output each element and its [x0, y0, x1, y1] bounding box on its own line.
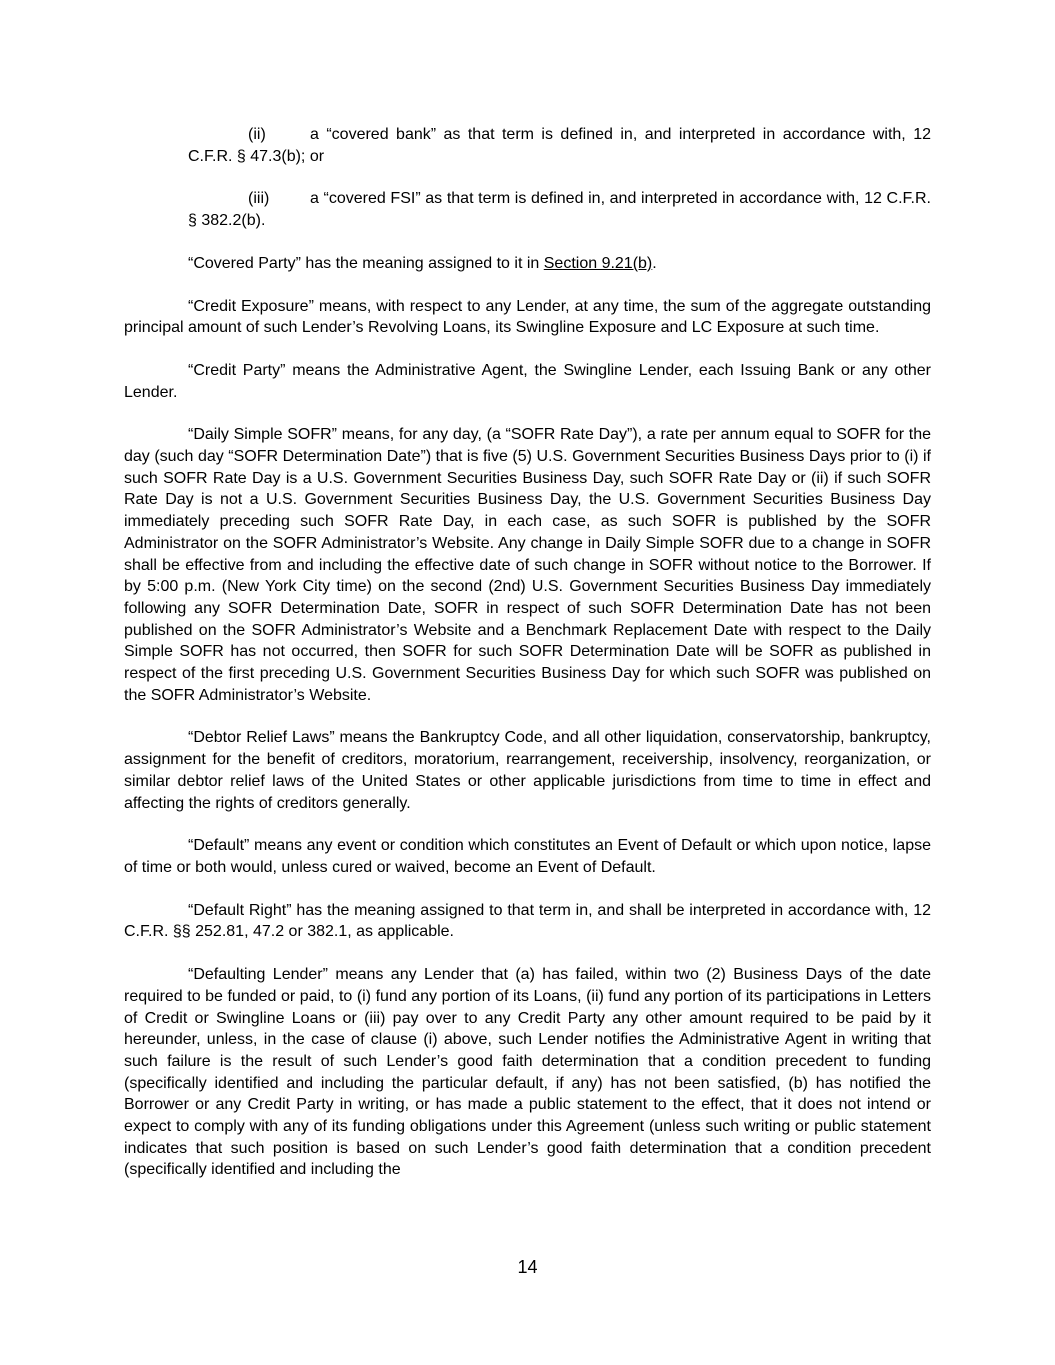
definition-credit-exposure: “Credit Exposure” means, with respect to any Lender, at any time, the sum of the aggregate outstanding principal amount of such Lender’s Revolving Loans, its Swingline Exposure and LC Exposure at such time.	[124, 297, 931, 337]
definition-defaulting-lender: “Defaulting Lender” means any Lender that (a) has failed, within two (2) Business Days of the date required to be funded or paid, to (i) fund any portion of its Loans, (ii) fund any portion of its participations in Letters of Credit or Swingline Loans or (iii) pay over to any Credit Party any other amount required to be paid by it hereunder, unless, in the case of clause (i) above, such Lender notifies the Administrative Agent in writing that such failure is the result of such Lender’s good faith determination that a condition precedent to funding (specifically identified and including the particular default, if any) has not been satisfied, (b) has notified the Borrower or any Credit Party in writing, or has made a public statement to the effect, that it does not intend or expect to comply with any of its funding obligations under this Agreement (unless such writing or public statement indicates that such position is based on such Lender’s good faith determination that a condition precedent (specifically identified and including the	[124, 966, 931, 1179]
definition-credit-party: “Credit Party” means the Administrative Agent, the Swingline Lender, each Issuing Bank or any other Lender.	[124, 361, 931, 401]
definition-default-right: “Default Right” has the meaning assigned to that term in, and shall be interpreted in accordance with, 12 C.F.R. §§ 252.81, 47.2 or 382.1, as applicable.	[124, 901, 931, 941]
definition-debtor-relief-laws: “Debtor Relief Laws” means the Bankruptcy Code, and all other liquidation, conservatorship, bankruptcy, assignment for the benefit of creditors, moratorium, rearrangement, receivership, insolvency, reorganization, or similar debtor relief laws of the United States or other applicable jurisdictions from time to time in effect and affecting the rights of creditors generally.	[124, 729, 931, 812]
clause-ii	[124, 124, 931, 167]
document-page	[124, 124, 931, 1202]
definition-covered-party	[124, 253, 931, 275]
definition-text: “Covered Party” has the meaning assigned to it in	[188, 254, 544, 272]
definition-default: “Default” means any event or condition which constitutes an Event of Default or which upon notice, lapse of time or both would, unless cured or waived, become an Event of Default.	[124, 837, 931, 876]
definition-text: .	[652, 254, 657, 272]
clause-number: (ii)	[248, 126, 266, 143]
clause-number: (iii)	[248, 190, 270, 208]
page-number: 14	[517, 1257, 538, 1277]
clause-text: a “covered bank” as that term is defined in, and interpreted in accordance with, 12 C.F.R. § 47.3(b); or	[188, 126, 931, 165]
section-reference-link[interactable]: Section 9.21(b)	[543, 254, 653, 272]
clause-text: a “covered FSI” as that term is defined in, and interpreted in accordance with, 12 C.F.R. § 382.2(b).	[188, 190, 931, 230]
clause-iii	[124, 188, 931, 231]
definition-daily-simple-sofr: “Daily Simple SOFR” means, for any day, (a “SOFR Rate Day”), a rate per annum equal to SOFR for the day (such day “SOFR Determination Date”) that is five (5) U.S. Government Securities Business Days prior to (i) if such SOFR Rate Day is a U.S. Government Securities Business Day, such SOFR Rate Day or (ii) if such SOFR Rate Day is not a U.S. Government Securities Business Day, the U.S. Government Securities Business Day immediately preceding such SOFR Rate Day, in each case, as such SOFR is published by the SOFR Administrator on the SOFR Administrator’s Website. Any change in Daily Simple SOFR due to a change in SOFR shall be effective from and including the effective date of such change in SOFR without notice to the Borrower. If by 5:00 p.m. (New York City time) on the second (2nd) U.S. Government Securities Business Day immediately following any SOFR Determination Date, SOFR in respect of such SOFR Determination Date has not been published on the SOFR Administrator’s Website and a Benchmark Replacement Date with respect to the Daily Simple SOFR has not occurred, then SOFR for such SOFR Determination Date will be SOFR as published in respect of the first preceding U.S. Government Securities Business Day for which such SOFR was published on the SOFR Administrator’s Website.	[124, 426, 931, 704]
